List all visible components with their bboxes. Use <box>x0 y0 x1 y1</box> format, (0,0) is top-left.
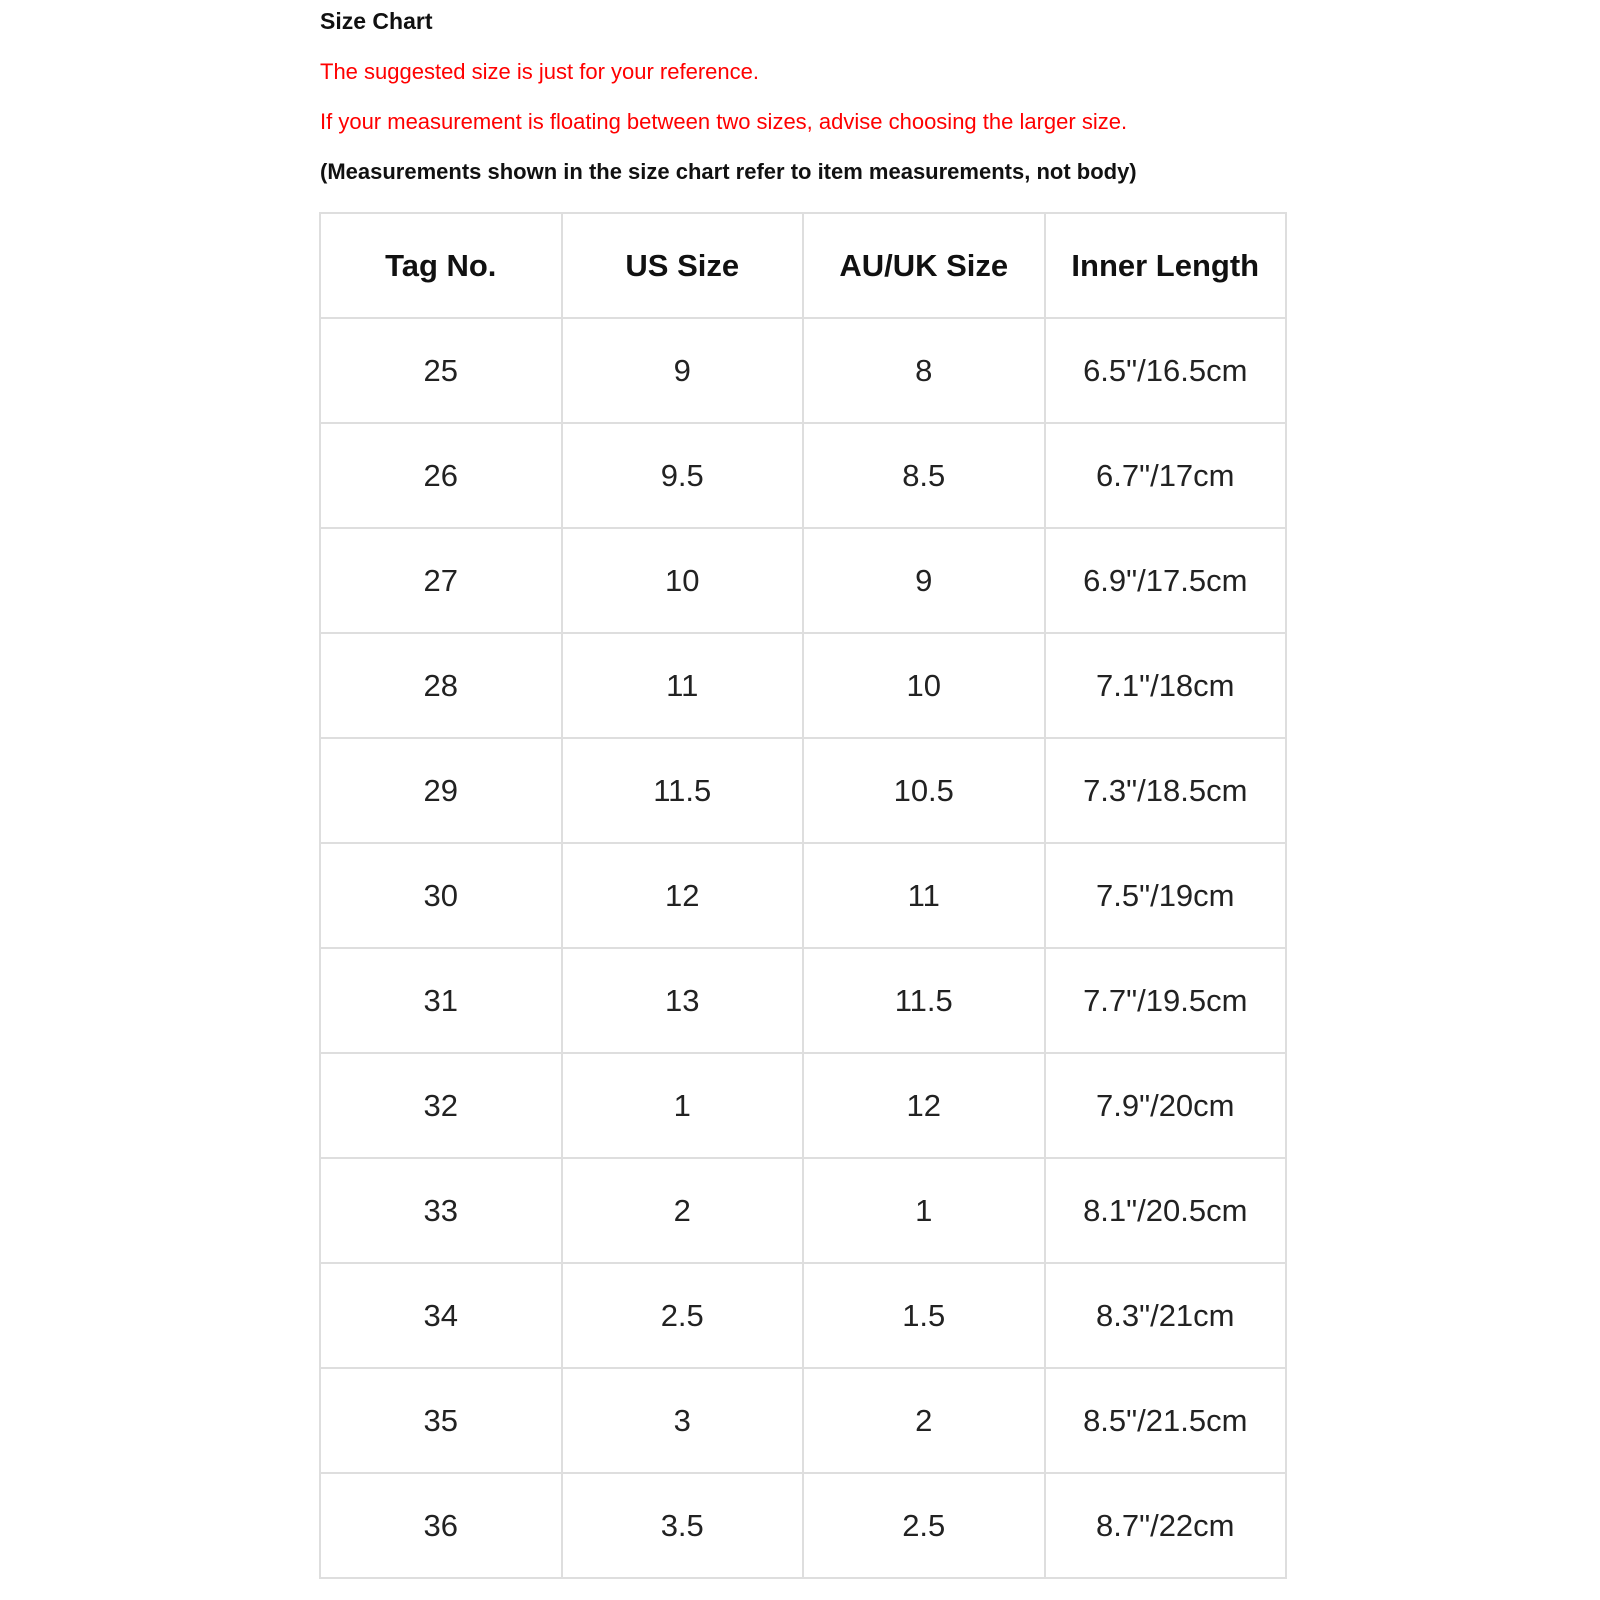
cell-au-uk-size: 1.5 <box>803 1263 1045 1368</box>
cell-us-size: 11 <box>562 633 804 738</box>
cell-inner-length: 8.5"/21.5cm <box>1045 1368 1287 1473</box>
cell-us-size: 3 <box>562 1368 804 1473</box>
cell-tag-no: 32 <box>320 1053 562 1158</box>
size-chart-table <box>319 212 1287 1579</box>
cell-us-size: 13 <box>562 948 804 1053</box>
cell-us-size: 9 <box>562 318 804 423</box>
cell-us-size: 3.5 <box>562 1473 804 1578</box>
cell-us-size: 10 <box>562 528 804 633</box>
cell-tag-no: 26 <box>320 423 562 528</box>
cell-inner-length: 8.7"/22cm <box>1045 1473 1287 1578</box>
table-row <box>320 633 1286 738</box>
table-row <box>320 738 1286 843</box>
cell-au-uk-size: 11 <box>803 843 1045 948</box>
cell-tag-no: 31 <box>320 948 562 1053</box>
table-row <box>320 1473 1286 1578</box>
column-header-au-uk-size: AU/UK Size <box>803 213 1045 318</box>
cell-tag-no: 33 <box>320 1158 562 1263</box>
reference-note: The suggested size is just for your reference. <box>320 59 759 84</box>
page-title: Size Chart <box>320 8 433 34</box>
cell-tag-no: 29 <box>320 738 562 843</box>
cell-tag-no: 28 <box>320 633 562 738</box>
cell-inner-length: 6.9"/17.5cm <box>1045 528 1287 633</box>
cell-us-size: 11.5 <box>562 738 804 843</box>
cell-au-uk-size: 2.5 <box>803 1473 1045 1578</box>
cell-inner-length: 8.1"/20.5cm <box>1045 1158 1287 1263</box>
table-row <box>320 528 1286 633</box>
cell-au-uk-size: 8.5 <box>803 423 1045 528</box>
cell-tag-no: 36 <box>320 1473 562 1578</box>
cell-tag-no: 25 <box>320 318 562 423</box>
cell-au-uk-size: 10 <box>803 633 1045 738</box>
table-row <box>320 1053 1286 1158</box>
table-row <box>320 1368 1286 1473</box>
cell-inner-length: 7.9"/20cm <box>1045 1053 1287 1158</box>
cell-tag-no: 27 <box>320 528 562 633</box>
cell-inner-length: 6.7"/17cm <box>1045 423 1287 528</box>
table-header-row <box>320 213 1286 318</box>
cell-us-size: 9.5 <box>562 423 804 528</box>
cell-au-uk-size: 10.5 <box>803 738 1045 843</box>
cell-tag-no: 34 <box>320 1263 562 1368</box>
table-row <box>320 318 1286 423</box>
table-row <box>320 948 1286 1053</box>
cell-au-uk-size: 2 <box>803 1368 1045 1473</box>
table-row <box>320 1158 1286 1263</box>
cell-au-uk-size: 1 <box>803 1158 1045 1263</box>
cell-au-uk-size: 11.5 <box>803 948 1045 1053</box>
cell-inner-length: 6.5"/16.5cm <box>1045 318 1287 423</box>
cell-us-size: 2 <box>562 1158 804 1263</box>
cell-tag-no: 35 <box>320 1368 562 1473</box>
cell-inner-length: 7.3"/18.5cm <box>1045 738 1287 843</box>
cell-inner-length: 7.7"/19.5cm <box>1045 948 1287 1053</box>
cell-us-size: 2.5 <box>562 1263 804 1368</box>
cell-inner-length: 8.3"/21cm <box>1045 1263 1287 1368</box>
cell-au-uk-size: 9 <box>803 528 1045 633</box>
column-header-tag-no: Tag No. <box>320 213 562 318</box>
measurement-disclaimer: (Measurements shown in the size chart refer to item measurements, not body) <box>320 159 1137 184</box>
column-header-us-size: US Size <box>562 213 804 318</box>
column-header-inner-length: Inner Length <box>1045 213 1287 318</box>
cell-au-uk-size: 12 <box>803 1053 1045 1158</box>
cell-inner-length: 7.1"/18cm <box>1045 633 1287 738</box>
table-row <box>320 843 1286 948</box>
table-row <box>320 423 1286 528</box>
cell-inner-length: 7.5"/19cm <box>1045 843 1287 948</box>
table-row <box>320 1263 1286 1368</box>
cell-tag-no: 30 <box>320 843 562 948</box>
sizing-advice-note: If your measurement is floating between two sizes, advise choosing the larger size. <box>320 109 1128 134</box>
cell-us-size: 12 <box>562 843 804 948</box>
cell-au-uk-size: 8 <box>803 318 1045 423</box>
cell-us-size: 1 <box>562 1053 804 1158</box>
